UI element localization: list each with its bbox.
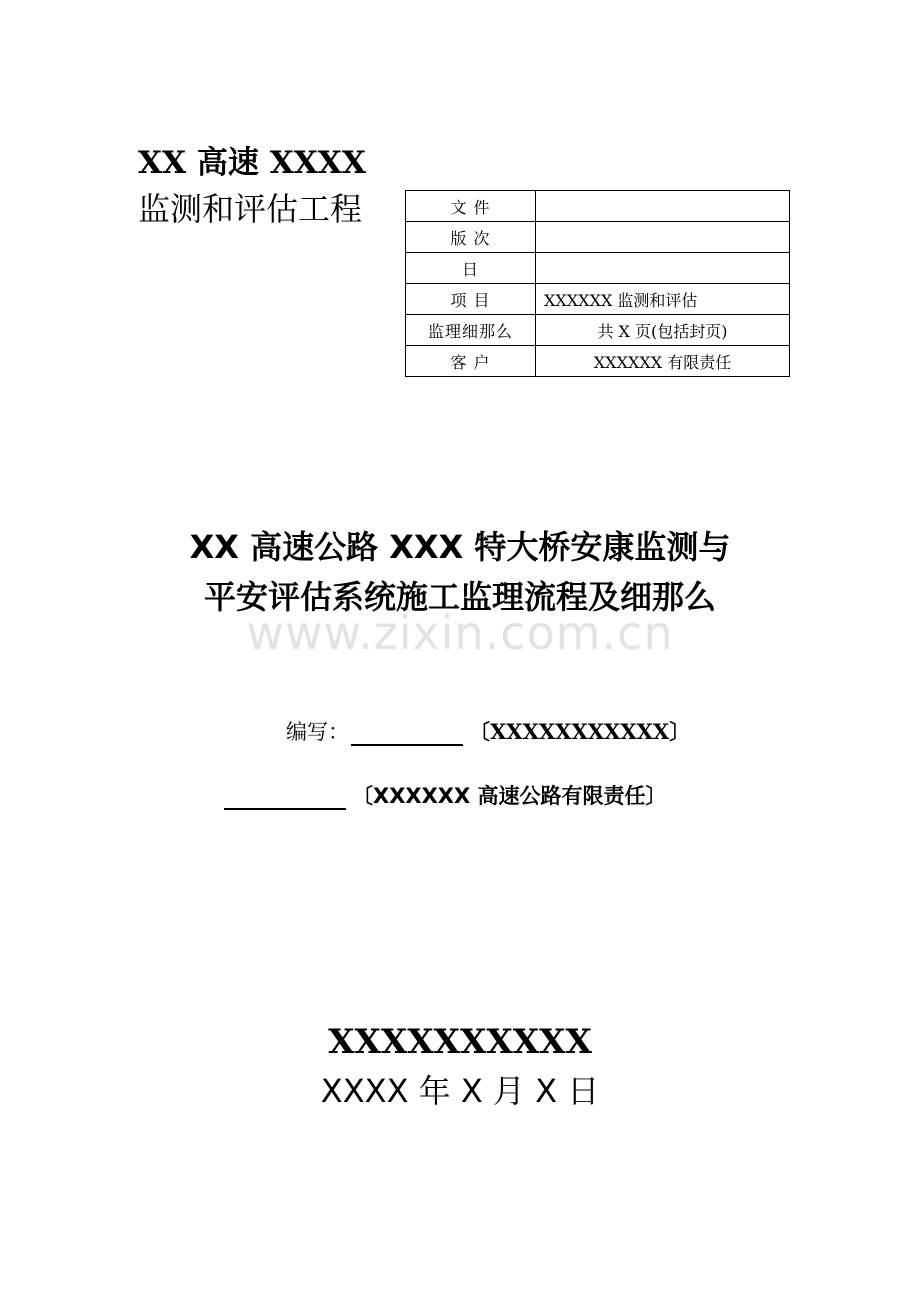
footer-org-name: XXXXXXXXXX [328, 1022, 592, 1062]
table-row [406, 346, 790, 377]
document-info-table [405, 190, 790, 377]
row-value-date [536, 253, 790, 284]
row-value-client: XXXXXX 有限责任 [536, 346, 790, 377]
table-row [406, 253, 790, 284]
main-title-line1: XX 高速公路 XXX 特大桥安康监测与 [189, 528, 731, 566]
row-label-rules: 监理细那么 [406, 315, 536, 346]
footer-date: XXXX 年 X 月 X 日 [320, 1072, 600, 1110]
company-row [224, 780, 666, 810]
table-row [406, 315, 790, 346]
row-value-rules: 共 X 页(包括封页) [536, 315, 790, 346]
author-row [286, 716, 690, 746]
row-label-project: 项 目 [406, 284, 536, 315]
main-title-line2: 平安评估系统施工监理流程及细那么 [203, 578, 716, 616]
row-value-version [536, 222, 790, 253]
project-title-block [138, 140, 366, 232]
table-row [406, 191, 790, 222]
row-label-file: 文 件 [406, 191, 536, 222]
author-blank-line [351, 722, 463, 746]
author-label: 编写： [286, 720, 349, 744]
table-row [406, 284, 790, 315]
row-value-file [536, 191, 790, 222]
company-blank-line [224, 786, 346, 810]
project-title-line2: 监测和评估工程 [138, 190, 363, 228]
project-title-line1: XX 高速 XXXX [138, 145, 366, 181]
row-value-project: XXXXXX 监测和评估 [536, 284, 790, 315]
author-value: 〔XXXXXXXXXXX〕 [469, 719, 691, 744]
row-label-version: 版 次 [406, 222, 536, 253]
watermark: www.zixin.com.cn [246, 606, 674, 660]
row-label-date: 日 [406, 253, 536, 284]
row-label-client: 客 户 [406, 346, 536, 377]
table-row [406, 222, 790, 253]
company-value: 〔XXXXXX 高速公路有限责任〕 [352, 784, 667, 808]
